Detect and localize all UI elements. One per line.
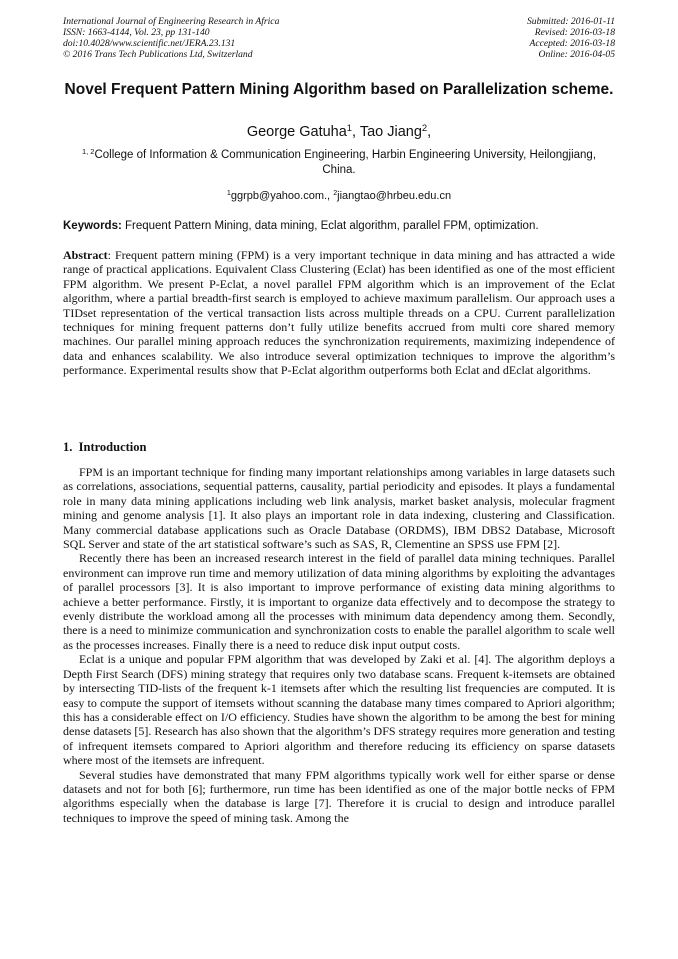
journal-name: International Journal of Engineering Research in Africa xyxy=(63,16,280,27)
abstract xyxy=(63,248,615,378)
keywords xyxy=(63,220,615,232)
publication-dates xyxy=(527,16,615,60)
paragraph: Several studies have demonstrated that many FPM algorithms typically work well for either sparse or dense datasets and not for both [6]; furthermore, run time has been identified as one of the major bottle necks of FPM algorithms especially when the database is large [7]. Therefore it is crucial to design and introduce parallel techniques to improve the speed of mining task. Among the xyxy=(63,767,615,825)
journal-issn: ISSN: 1663-4144, Vol. 23, pp 131-140 xyxy=(63,27,210,38)
affiliation-text: College of Information & Communication Engineering, Harbin Engineering University, Heilongjiang, China. xyxy=(94,149,597,176)
date-accepted: Accepted: 2016-03-18 xyxy=(529,38,615,49)
affiliation-mark: 1, 2 xyxy=(81,146,95,156)
author-name: Tao Jiang xyxy=(359,124,422,140)
author-list xyxy=(63,121,615,140)
author-affiliation-mark: 1 xyxy=(346,121,353,133)
email-link[interactable]: ggrpb@yahoo.com., xyxy=(230,190,331,202)
section-body xyxy=(63,465,615,825)
journal-info xyxy=(63,16,279,60)
section-heading: 1. Introduction xyxy=(63,440,147,454)
author-emails xyxy=(63,190,615,202)
email-link[interactable]: jiangtao@hrbeu.edu.cn xyxy=(337,190,452,202)
author-affiliation-mark: 2 xyxy=(421,121,428,133)
journal-copyright: © 2016 Trans Tech Publications Ltd, Switzerland xyxy=(63,49,253,60)
author-name: George Gatuha xyxy=(246,124,347,140)
affiliation xyxy=(70,148,608,178)
journal-doi: doi:10.4028/www.scientific.net/JERA.23.131 xyxy=(63,38,236,49)
keywords-label: Keywords: xyxy=(63,220,122,232)
abstract-label: Abstract xyxy=(63,248,108,262)
email-mark: 1 xyxy=(226,189,231,198)
paper-title: Novel Frequent Pattern Mining Algorithm based on Parallelization scheme. xyxy=(64,81,614,98)
date-online: Online: 2016-04-05 xyxy=(538,49,615,60)
author-trailing: , xyxy=(427,124,432,140)
paragraph: Eclat is a unique and popular FPM algorithm that was developed by Zaki et al. [4]. The algorithm deploys a Depth First Search (DFS) mining strategy that requires only two database scans. Frequent k-itemsets are obtained by intersecting TID-lists of the frequent k-1 itemsets after which the resulting list frequencies are computed. It is easy to compute the support of itemsets without scanning the database many times compared to Apriori algorithm; this has a considerable effect on I/O efficiency. Studies have shown the algorithm to be among the best for mining dense datasets [5]. Research has also shown that the algorithm’s DFS strategy requires more generation and testing of infrequent itemsets compared to Apriori algorithm and therefore reducing its efficiency on sparse datasets where most of the itemsets are infrequent. xyxy=(63,652,615,768)
date-submitted: Submitted: 2016-01-11 xyxy=(526,16,615,27)
author-separator: , xyxy=(352,124,360,140)
paragraph: Recently there has been an increased research interest in the field of parallel data mining techniques. Parallel environment can improve run time and memory utilization of data mining algorithms by exploiting the advantages of parallel processors [3]. It is also important to improve performance of existing data mining algorithms to achieve a better performance. Firstly, it is important to organize data effectively and to decompose the strategy to evenly distribute the workload among all the processes with minimum data dependency among them. Secondly, there is a need to minimize communication and synchronization costs to enable the parallel algorithm to scale well as the processes increases. Finally there is a need to reduce disk input output costs. xyxy=(63,551,615,652)
keywords-text: Frequent Pattern Mining, data mining, Eclat algorithm, parallel FPM, optimization. xyxy=(121,220,539,232)
email-mark: 2 xyxy=(333,189,338,198)
abstract-text: : Frequent pattern mining (FPM) is a very important technique in data mining and has attracted a wide range of practical applications. Equivalent Class Clustering (Eclat) has been identified as one of the most efficient FPM algorithm. We present P-Eclat, a novel parallel FPM algorithm which is an improvement of the Eclat algorithm, where a partial breadth-first search is employed to achieve maximum parallelism. Our approach uses a TIDset representation of the vertical transaction lists across multiple threads on a CPU. Current parallelization techniques for mining frequent patterns don’t fully utilize benefits accrued from multi core shared memory machines. Our parallel mining approach reduces the synchronization requirements, maximizing independence of data and enhances scalability. We also introduce several optimization techniques to improve the algorithm’s performance. Experimental results show that P-Eclat algorithm outperforms both Eclat and dEclat algorithms. xyxy=(63,248,615,378)
date-revised: Revised: 2016-03-18 xyxy=(534,27,615,38)
paragraph: FPM is an important technique for finding many important relationships among variables in large datasets such as correlations, associations, sequential patterns, causality, partial periodicity and episodes. It plays a fundamental role in many data mining applications including web link analysis, market basket analysis, molecular fragment mining and genome analysis [1]. It also plays an important role in data indexing, clustering and Classification. Many commercial database applications such as Oracle Database (ORDMS), IBM DBS2 Database, Microsoft SQL Server and state of the art statistical software’s such as SAS, R, Clementine an SPSS use FPM [2]. xyxy=(63,465,615,552)
